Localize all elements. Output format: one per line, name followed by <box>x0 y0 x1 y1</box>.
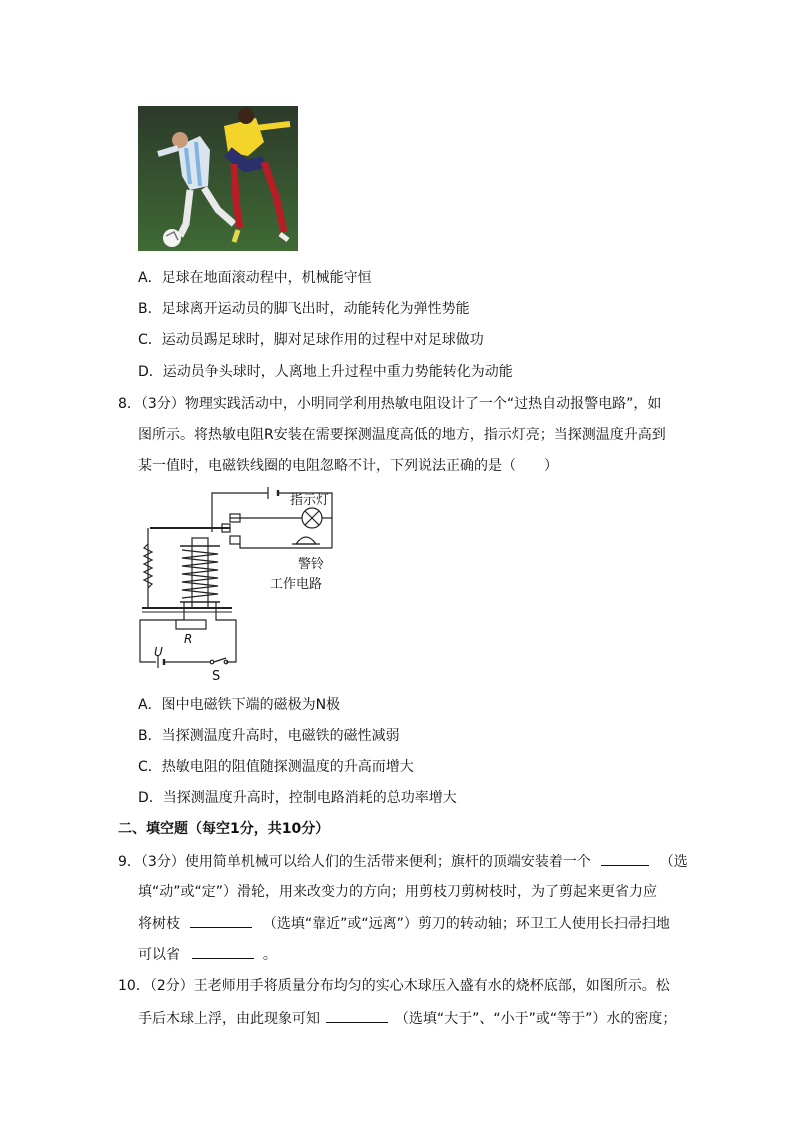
working-circuit-label: 工作电路 <box>270 577 323 592</box>
resistor-label: R <box>184 632 193 646</box>
q8-stem-line-1: 8．（3分）物理实践活动中，小明同学利用热敏电阻设计了一个“过热自动报警电路”，如 <box>118 396 662 412</box>
q8-stem-line-3: 某一值时，电磁铁线圈的电阻忽略不计，下列说法正确的是（ ） <box>138 458 558 474</box>
q9-blank-3[interactable] <box>192 944 254 959</box>
q9-line-4 <box>138 944 277 965</box>
q9-line-3-tail: （选填“靠近”或“远离”）剪刀的转动轴；环卫工人使用长扫帚扫地 <box>262 916 670 932</box>
alarm-bell-label: 警铃 <box>298 557 325 572</box>
q10-line-2 <box>138 1008 676 1029</box>
q7-option-a: A．足球在地面滚动程中，机械能守恒 <box>138 270 372 286</box>
switch-label: S <box>212 669 221 684</box>
q7-option-d: D．运动员争头球时，人离地上升过程中重力势能转化为动能 <box>138 364 513 380</box>
q9-blank-2[interactable] <box>190 913 252 928</box>
q10-blank-1[interactable] <box>326 1008 388 1023</box>
q8-stem-line-2: 图所示。将热敏电阻R安装在需要探测温度高低的地方，指示灯亮；当探测温度升高到 <box>138 427 666 443</box>
indicator-lamp-label: 指示灯 <box>290 493 330 508</box>
q9-line-3 <box>138 913 670 934</box>
q9-line-1-tail: （选 <box>659 854 688 870</box>
q9-line-4-tail: 。 <box>262 947 277 963</box>
q8-option-c: C．热敏电阻的阻值随探测温度的升高而增大 <box>138 759 414 775</box>
soccer-photo <box>138 106 298 251</box>
q10-line-2-head: 手后木球上浮，由此现象可知 <box>138 1011 320 1027</box>
q9-line-1-text: 9．（3分）使用简单机械可以给人们的生活带来便利；旗杆的顶端安装着一个 <box>118 854 591 870</box>
alarm-circuit-diagram <box>132 484 352 684</box>
q9-line-3-head: 将树枝 <box>138 916 180 932</box>
q8-option-b: B．当探测温度升高时，电磁铁的磁性减弱 <box>138 728 400 744</box>
q9-line-1 <box>118 851 688 872</box>
q7-option-b: B．足球离开运动员的脚飞出时，动能转化为弹性势能 <box>138 301 470 317</box>
q8-option-d: D．当探测温度升高时，控制电路消耗的总功率增大 <box>138 790 457 806</box>
q7-option-c: C．运动员踢足球时，脚对足球作用的过程中对足球做功 <box>138 332 484 348</box>
q10-line-2-tail: （选填“大于”、“小于”或“等于”）水的密度； <box>394 1011 677 1027</box>
section-heading: 二、填空题（每空1分，共10分） <box>118 821 330 837</box>
q9-line-4-head: 可以省 <box>138 947 180 963</box>
voltage-label: U <box>154 645 163 659</box>
q10-line-1: 10．（2分）王老师用手将质量分布均匀的实心木球压入盛有水的烧杯底部，如图所示。松 <box>118 978 670 994</box>
q9-line-2: 填“动”或“定”）滑轮，用来改变力的方向；用剪枝刀剪树枝时，为了剪起来更省力应 <box>138 884 658 900</box>
q9-blank-1[interactable] <box>601 851 649 866</box>
q8-option-a: A．图中电磁铁下端的磁极为N极 <box>138 697 341 713</box>
